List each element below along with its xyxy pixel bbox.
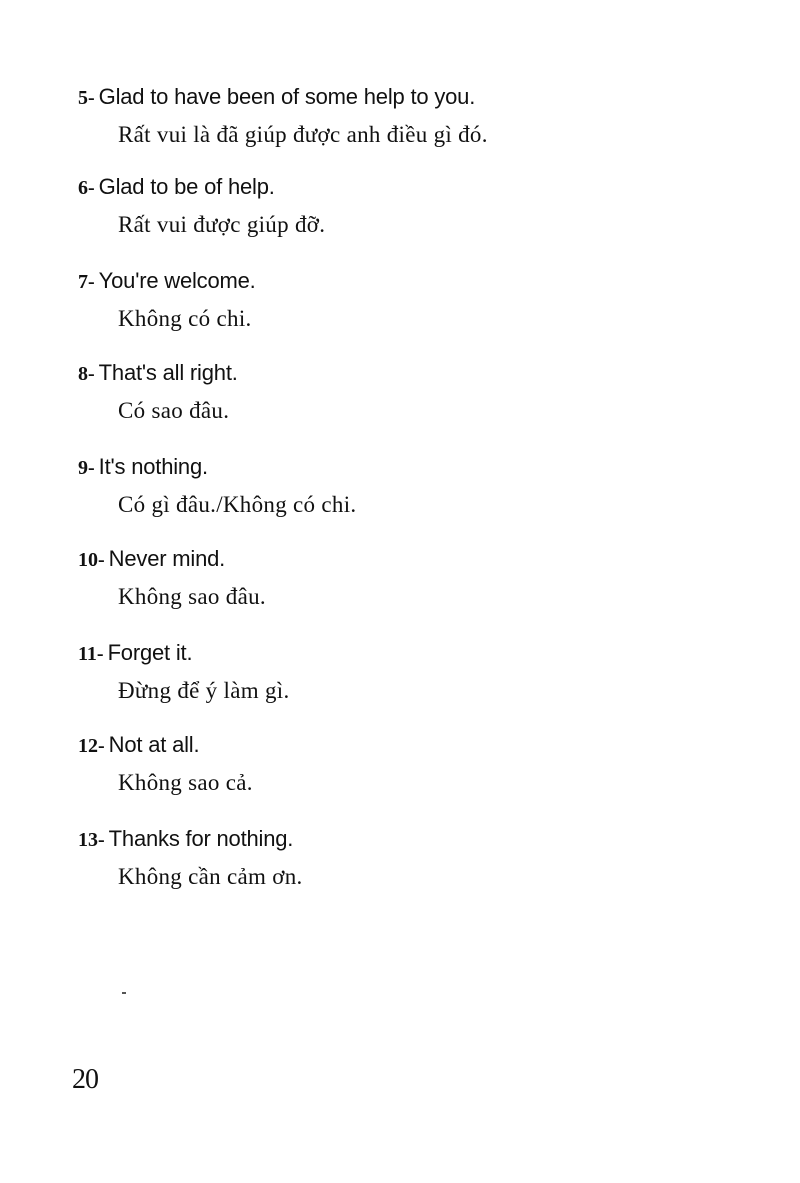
english-phrase: Forget it. (107, 640, 193, 665)
phrase-entry-6 (78, 174, 758, 238)
english-phrase: You're welcome. (98, 268, 256, 293)
phrase-number: 12- (78, 735, 105, 757)
phrase-number: 8- (78, 363, 95, 385)
phrase-number: 5- (78, 87, 95, 109)
english-phrase: Not at all. (108, 732, 200, 757)
phrase-entry-8 (78, 360, 758, 424)
english-phrase: Thanks for nothing. (108, 826, 294, 851)
phrase-entry-7 (78, 268, 758, 332)
page-number: 20 (72, 1064, 98, 1095)
phrase-number: 11- (78, 643, 104, 665)
phrase-entry-10 (78, 546, 758, 610)
phrase-entry-12 (78, 732, 758, 796)
vietnamese-translation: Không sao cả. (118, 770, 253, 795)
phrase-entry-13 (78, 826, 758, 890)
vietnamese-translation: Có gì đâu./Không có chi. (118, 492, 357, 517)
vietnamese-translation: Rất vui là đã giúp được anh điều gì đó. (118, 122, 488, 147)
english-phrase: That's all right. (98, 360, 238, 385)
phrase-entry-5 (78, 84, 758, 148)
phrase-number: 6- (78, 177, 95, 199)
phrase-entry-11 (78, 640, 758, 704)
vietnamese-translation: Rất vui được giúp đỡ. (118, 212, 326, 237)
phrase-entry-9 (78, 454, 758, 518)
print-speck (122, 992, 126, 994)
vietnamese-translation: Không cần cảm ơn. (118, 864, 303, 889)
english-phrase: It's nothing. (98, 454, 208, 479)
phrase-number: 9- (78, 457, 95, 479)
english-phrase: Never mind. (108, 546, 226, 571)
english-phrase: Glad to have been of some help to you. (98, 84, 476, 109)
phrase-number: 10- (78, 549, 105, 571)
vietnamese-translation: Không có chi. (118, 306, 252, 331)
vietnamese-translation: Không sao đâu. (118, 584, 266, 609)
phrase-number: 7- (78, 271, 95, 293)
vietnamese-translation: Có sao đâu. (118, 398, 230, 423)
english-phrase: Glad to be of help. (98, 174, 275, 199)
vietnamese-translation: Đừng để ý làm gì. (118, 678, 290, 703)
phrase-number: 13- (78, 829, 105, 851)
